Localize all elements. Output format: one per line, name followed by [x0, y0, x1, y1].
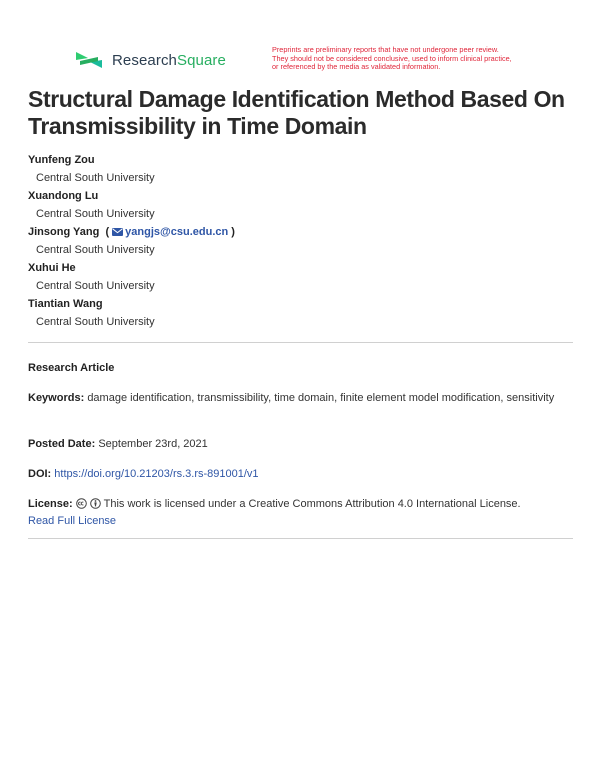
author-entry: [28, 190, 573, 221]
author-affiliation: Central South University: [36, 172, 155, 184]
author-name: Xuandong Lu: [28, 190, 99, 202]
author-affiliation: Central South University: [36, 208, 155, 220]
license-label: License:: [28, 498, 73, 510]
license-section: [28, 496, 573, 530]
article-type: [28, 360, 573, 377]
disclaimer-line: They should not be considered conclusive, used to inform clinical practice,: [272, 53, 512, 63]
doi-section: [28, 466, 573, 483]
attribution-icon: [90, 498, 101, 509]
author-entry: [28, 226, 573, 257]
article-type-label: Research Article: [28, 362, 115, 374]
author-entry: [28, 298, 573, 329]
disclaimer-line: or referenced by the media as validated information.: [272, 62, 441, 72]
disclaimer-line: Preprints are preliminary reports that have not undergone peer review.: [272, 45, 499, 54]
paren-open: (: [105, 226, 110, 238]
research-square-logo[interactable]: [74, 48, 226, 72]
author-name-with-email: [28, 226, 573, 239]
posted-date-value: September 23rd, 2021: [98, 438, 208, 450]
keywords-label: Keywords:: [28, 392, 85, 404]
read-full-license-link[interactable]: Read Full License: [28, 515, 117, 527]
doi-link[interactable]: https://doi.org/10.21203/rs.3.rs-891001/v1: [54, 468, 259, 480]
author-list: [28, 154, 573, 334]
author-affiliation: Central South University: [36, 316, 155, 328]
paper-title: Structural Damage Identification Method Based On Transmissibility in Time Domain: [28, 86, 565, 139]
logo-text: ResearchSquare: [112, 51, 226, 69]
section-divider-bottom: [28, 538, 573, 539]
section-divider: [28, 342, 573, 343]
keywords-section: [28, 390, 573, 407]
author-name: Jinsong Yang: [28, 226, 100, 238]
license-text: This work is licensed under a Creative Commons Attribution 4.0 International License.: [103, 498, 521, 510]
author-email-link[interactable]: yangjs@csu.edu.cn: [125, 226, 229, 238]
creative-commons-icon: [76, 498, 87, 509]
doi-label: DOI:: [28, 468, 52, 480]
paren-close: ): [231, 226, 235, 238]
posted-date-label: Posted Date:: [28, 438, 96, 450]
posted-date-section: [28, 436, 573, 453]
author-entry: [28, 262, 573, 293]
author-name: Xuhui He: [28, 262, 76, 274]
author-name: Tiantian Wang: [28, 298, 103, 310]
author-name: Yunfeng Zou: [28, 154, 95, 166]
page-header: [0, 0, 600, 80]
research-square-logo-icon: [74, 49, 104, 71]
author-affiliation: Central South University: [36, 280, 155, 292]
author-affiliation: Central South University: [36, 244, 155, 256]
author-entry: [28, 154, 573, 185]
mail-icon: [112, 228, 123, 236]
preprint-disclaimer: [272, 46, 542, 72]
keywords-value: damage identification, transmissibility, time domain, finite element model modification, sensitivity: [87, 392, 555, 404]
